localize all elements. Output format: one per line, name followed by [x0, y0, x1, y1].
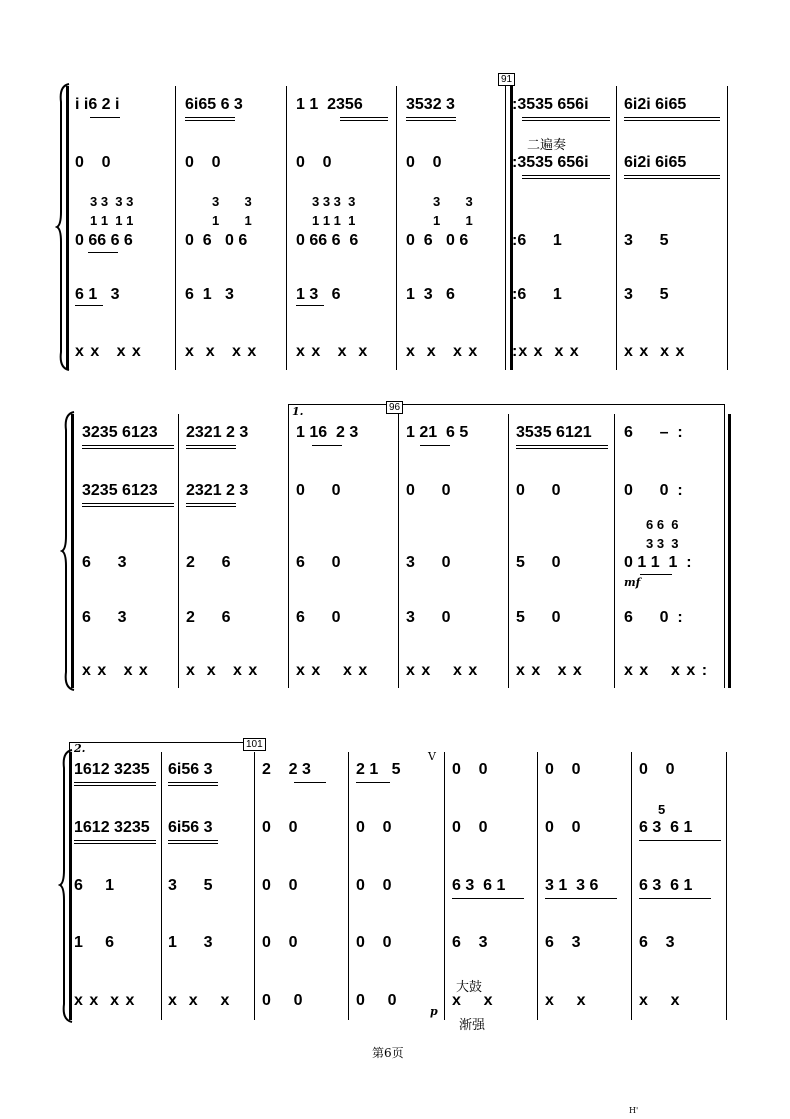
measure-3-row-5: x x x x: [296, 343, 369, 360]
rehearsal-mark-96: 96: [386, 401, 403, 414]
measure-18-row-2: 0 0: [545, 819, 581, 836]
measure-16-row-5: 0 0: [356, 992, 398, 1009]
measure-9-row-2: 0 0: [296, 482, 341, 499]
measure-13-row-3: 6 1: [74, 877, 115, 894]
measure-15-row-4: 0 0: [262, 934, 298, 951]
corner-mark: H': [629, 1106, 639, 1115]
drum-label: 大鼓: [456, 980, 483, 995]
measure-1-row-2: 0 0: [75, 154, 111, 171]
measure-10-row-2: 0 0: [406, 482, 451, 499]
measure-6-row-1: 6i2i 6i65: [624, 96, 687, 113]
measure-15-row-2: 0 0: [262, 819, 298, 836]
measure-13-row-5: x x x x: [74, 992, 136, 1009]
measure-2-row-3: 0 6 0 6: [185, 232, 248, 249]
measure-18-row-1: 0 0: [545, 761, 581, 778]
measure-5-row-5: :x x x x: [512, 343, 580, 360]
second-time-label: 二遍奏: [527, 138, 567, 153]
measure-3-row-2: 0 0: [296, 154, 332, 171]
measure-6-row-2: 6i2i 6i65: [624, 154, 687, 171]
measure-17-row-3: 6 3 6 1: [452, 877, 506, 894]
measure-1-row-4: 6 1 3: [75, 286, 120, 303]
measure-5-row-3: :6 1: [512, 232, 562, 249]
measure-19-row-1: 0 0: [639, 761, 675, 778]
measure-1-row-1: i i6 2 i: [75, 96, 120, 113]
measure-11-row-5: x x x x: [516, 662, 583, 679]
measure-16-row-2: 0 0: [356, 819, 392, 836]
measure-1-row-5: x x x x: [75, 343, 142, 360]
measure-4-row-3: 0 6 0 6: [406, 232, 469, 249]
measure-4-row-4: 1 3 6: [406, 286, 455, 303]
barline: [396, 86, 397, 370]
measure-8-row-4: 2 6: [186, 609, 231, 626]
measure-10-row-5: x x x x: [406, 662, 479, 679]
repeat-bar: [510, 86, 513, 370]
dynamic-mf: mf: [624, 576, 641, 589]
measure-7-row-4: 6 3: [82, 609, 127, 626]
barline: [286, 86, 287, 370]
measure-13-row-4: 1 6: [74, 934, 115, 951]
measure-17-row-2: 0 0: [452, 819, 488, 836]
measure-13-row-1: 1612 3235: [74, 761, 150, 778]
measure-10-row-1: 1 21 6 5: [406, 424, 469, 441]
measure-11-row-2: 0 0: [516, 482, 561, 499]
measure-12-row-1: 6 – :: [624, 424, 683, 441]
measure-17-row-1: 0 0: [452, 761, 488, 778]
end-repeat-bar: [728, 414, 731, 688]
dynamic-p: p: [430, 1005, 438, 1018]
system-start-bar: [66, 86, 69, 370]
measure-12-row-2: 0 0 :: [624, 482, 683, 499]
measure-18-row-4: 6 3: [545, 934, 581, 951]
measure-4-row-2: 0 0: [406, 154, 442, 171]
measure-8-row-2: 2321 2 3: [186, 482, 249, 499]
measure-6-row-5: x x x x: [624, 343, 686, 360]
measure-10-row-3: 3 0: [406, 554, 451, 571]
measure-1-row-3: 0 66 6 6: [75, 232, 133, 249]
barline: [505, 86, 506, 370]
rehearsal-mark-91: 91: [498, 73, 515, 86]
measure-19-row-3: 6 3 6 1: [639, 877, 693, 894]
measure-3-row-3: 0 66 6 6: [296, 232, 359, 249]
measure-9-row-5: x x x x: [296, 662, 369, 679]
volta-2: 2.: [74, 742, 86, 755]
measure-7-row-5: x x x x: [82, 662, 149, 679]
measure-9-row-1: 1 16 2 3: [296, 424, 359, 441]
breath-mark: V: [428, 750, 436, 763]
measure-16-row-4: 0 0: [356, 934, 392, 951]
barline: [727, 86, 728, 370]
measure-7-row-1: 3235 6123: [82, 424, 158, 441]
measure-14-row-4: 1 3: [168, 934, 213, 951]
measure-17-row-4: 6 3: [452, 934, 488, 951]
measure-6-row-3: 3 5: [624, 232, 669, 249]
measure-19-row-4: 6 3: [639, 934, 675, 951]
measure-12-row-4: 6 0 :: [624, 609, 683, 626]
measure-15-row-5: 0 0: [262, 992, 304, 1009]
page-number: 第6页: [372, 1046, 404, 1060]
measure-5-row-2: :3535 656i: [512, 154, 589, 171]
measure-14-row-2: 6i56 3: [168, 819, 213, 836]
measure-9-row-4: 6 0: [296, 609, 341, 626]
measure-14-row-5: x x x: [168, 992, 231, 1009]
measure-5-row-1: :3535 656i: [512, 96, 589, 113]
measure-8-row-1: 2321 2 3: [186, 424, 249, 441]
measure-8-row-3: 2 6: [186, 554, 231, 571]
measure-14-row-1: 6i56 3: [168, 761, 213, 778]
measure-10-row-4: 3 0: [406, 609, 451, 626]
measure-19-row-5: x x: [639, 992, 681, 1009]
barline: [175, 86, 176, 370]
measure-9-row-3: 6 0: [296, 554, 341, 571]
measure-14-row-3: 3 5: [168, 877, 213, 894]
measure-2-row-4: 6 1 3: [185, 286, 234, 303]
barline: [616, 86, 617, 370]
measure-4-row-5: x x x x: [406, 343, 479, 360]
crescendo-label: 渐强: [459, 1018, 486, 1033]
measure-2-row-5: x x x x: [185, 343, 258, 360]
measure-15-row-3: 0 0: [262, 877, 298, 894]
rehearsal-mark-101: 101: [243, 738, 266, 751]
measure-16-row-1: 2 1 5: [356, 761, 401, 778]
system-start-bar: [69, 752, 72, 1020]
measure-7-row-2: 3235 6123: [82, 482, 158, 499]
system-start-bar: [71, 414, 74, 688]
measure-19-row-2: 6 3 6 1: [639, 819, 693, 836]
measure-16-row-3: 0 0: [356, 877, 392, 894]
measure-13-row-2: 1612 3235: [74, 819, 150, 836]
measure-3-row-1: 1 1 2356: [296, 96, 363, 113]
measure-17-row-5: x x: [452, 992, 494, 1009]
volta-1: 1.: [292, 405, 304, 418]
measure-18-row-5: x x: [545, 992, 587, 1009]
measure-5-row-4: :6 1: [512, 286, 562, 303]
measure-11-row-3: 5 0: [516, 554, 561, 571]
measure-12-row-3: 0 1 1 1 :: [624, 554, 692, 571]
measure-2-row-1: 6i65 6 3: [185, 96, 243, 113]
measure-12-row-5: x x x x :: [624, 662, 709, 679]
measure-7-row-3: 6 3: [82, 554, 127, 571]
measure-4-row-1: 3532 3: [406, 96, 455, 113]
measure-18-row-3: 3 1 3 6: [545, 877, 599, 894]
measure-3-row-4: 1 3 6: [296, 286, 341, 303]
measure-8-row-5: x x x x: [186, 662, 259, 679]
measure-2-row-2: 0 0: [185, 154, 221, 171]
measure-6-row-4: 3 5: [624, 286, 669, 303]
measure-15-row-1: 2 2 3: [262, 761, 311, 778]
measure-11-row-4: 5 0: [516, 609, 561, 626]
measure-11-row-1: 3535 6121: [516, 424, 592, 441]
